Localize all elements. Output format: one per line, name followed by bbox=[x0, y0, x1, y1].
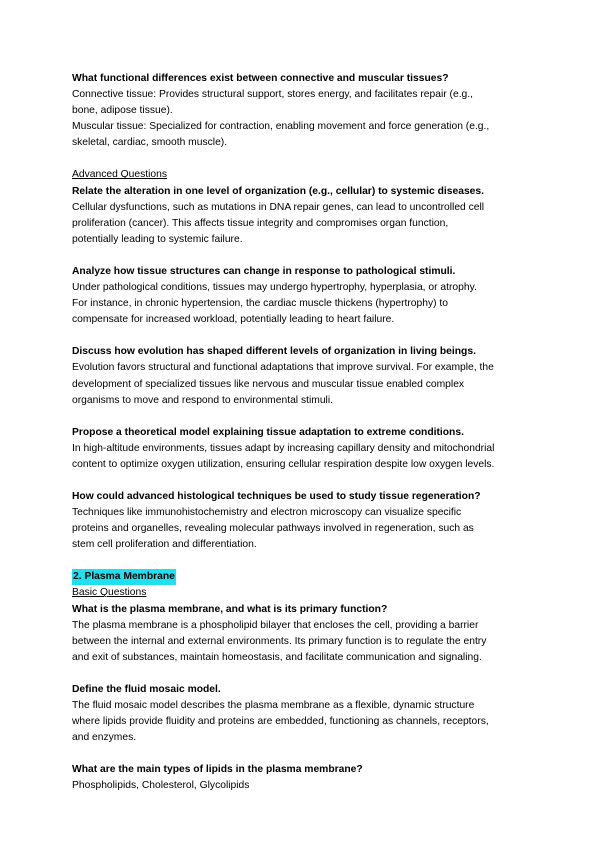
answer-line: between the internal and external environments. Its primary function is to regulate the entry bbox=[72, 635, 487, 647]
spacer bbox=[72, 328, 530, 344]
answer-line: The plasma membrane is a phospholipid bilayer that encloses the cell, providing a barrier bbox=[72, 619, 479, 631]
plasma-qa-2 bbox=[72, 682, 530, 746]
intro-qa bbox=[72, 71, 530, 151]
answer-line: Under pathological conditions, tissues may undergo hypertrophy, hyperplasia, or atrophy. bbox=[72, 282, 477, 294]
plasma-qa-3 bbox=[72, 762, 530, 794]
answer-line: Connective tissue: Provides structural support, stores energy, and facilitates repair (e.g., bbox=[72, 89, 474, 101]
answer-line: proteins and organelles, revealing molecular pathways involved in regeneration, such as bbox=[72, 523, 474, 535]
section-title-row bbox=[72, 569, 530, 585]
spacer bbox=[72, 473, 530, 489]
advanced-qa-3 bbox=[72, 344, 530, 408]
advanced-qa-1 bbox=[72, 184, 530, 248]
answer-line: development of specialized tissues like nervous and muscular tissue enabled complex bbox=[72, 378, 465, 390]
answer-line: bone, adipose tissue). bbox=[72, 105, 173, 117]
question-text: What functional differences exist between connective and muscular tissues? bbox=[72, 73, 449, 84]
question-text: What are the main types of lipids in the plasma membrane? bbox=[72, 764, 363, 776]
answer-line: and exit of substances, maintain homeostasis, and facilitate communication and signaling. bbox=[72, 651, 482, 663]
answer-line: In high-altitude environments, tissues adapt by increasing capillary density and mitochondrial bbox=[72, 442, 495, 454]
answer-line: and enzymes. bbox=[72, 732, 137, 744]
answer-line: Techniques like immunohistochemistry and electron microscopy can visualize specific bbox=[72, 507, 462, 519]
question-text: Discuss how evolution has shaped different levels of organization in living beings. bbox=[72, 346, 476, 358]
answer-line: organisms to move and respond to environmental stimuli. bbox=[72, 394, 333, 406]
answer-line: potentially leading to systemic failure. bbox=[72, 233, 243, 245]
question-text: Analyze how tissue structures can change in response to pathological stimuli. bbox=[72, 265, 456, 277]
question-text: Define the fluid mosaic model. bbox=[72, 683, 221, 695]
section-title: 2. Plasma Membrane bbox=[72, 569, 176, 585]
spacer bbox=[72, 151, 530, 167]
answer-line: proliferation (cancer). This affects tissue integrity and compromises organ function, bbox=[72, 217, 449, 229]
plasma-qa-1 bbox=[72, 602, 530, 666]
spacer bbox=[72, 666, 530, 682]
spacer bbox=[72, 248, 530, 264]
answer-line: stem cell proliferation and differentiation. bbox=[72, 539, 257, 551]
answer-line: Muscular tissue: Specialized for contraction, enabling movement and force generation (e.g., bbox=[72, 121, 490, 133]
question-text: Propose a theoretical model explaining tissue adaptation to extreme conditions. bbox=[72, 426, 464, 438]
answer-line: compensate for increased workload, potentially leading to heart failure. bbox=[72, 314, 395, 326]
advanced-qa-4 bbox=[72, 425, 530, 473]
basic-questions-heading: Basic Questions bbox=[72, 587, 147, 599]
spacer bbox=[72, 409, 530, 425]
answer-line: Evolution favors structural and functional adaptations that improve survival. For example, the bbox=[72, 362, 494, 374]
answer-line: content to optimize oxygen utilization, ensuring cellular respiration despite low oxygen levels. bbox=[72, 458, 495, 470]
question-text: What is the plasma membrane, and what is its primary function? bbox=[72, 603, 388, 615]
answer-line: Phospholipids, Cholesterol, Glycolipids bbox=[72, 780, 250, 792]
advanced-qa-5 bbox=[72, 489, 530, 553]
answer-line: skeletal, cardiac, smooth muscle). bbox=[72, 137, 228, 149]
advanced-questions-heading: Advanced Questions bbox=[72, 169, 168, 181]
spacer bbox=[72, 746, 530, 762]
answer-line: Cellular dysfunctions, such as mutations in DNA repair genes, can lead to uncontrolled cell bbox=[72, 201, 485, 213]
question-text: Relate the alteration in one level of organization (e.g., cellular) to systemic diseases. bbox=[72, 185, 484, 197]
answer-line: The fluid mosaic model describes the plasma membrane as a flexible, dynamic structure bbox=[72, 700, 475, 711]
question-text: How could advanced histological techniques be used to study tissue regeneration? bbox=[72, 490, 481, 502]
answer-line: For instance, in chronic hypertension, the cardiac muscle thickens (hypertrophy) to bbox=[72, 298, 449, 310]
advanced-qa-2 bbox=[72, 264, 530, 328]
spacer bbox=[72, 553, 530, 569]
answer-line: where lipids provide fluidity and proteins are embedded, functioning as channels, receptors, bbox=[72, 716, 489, 728]
